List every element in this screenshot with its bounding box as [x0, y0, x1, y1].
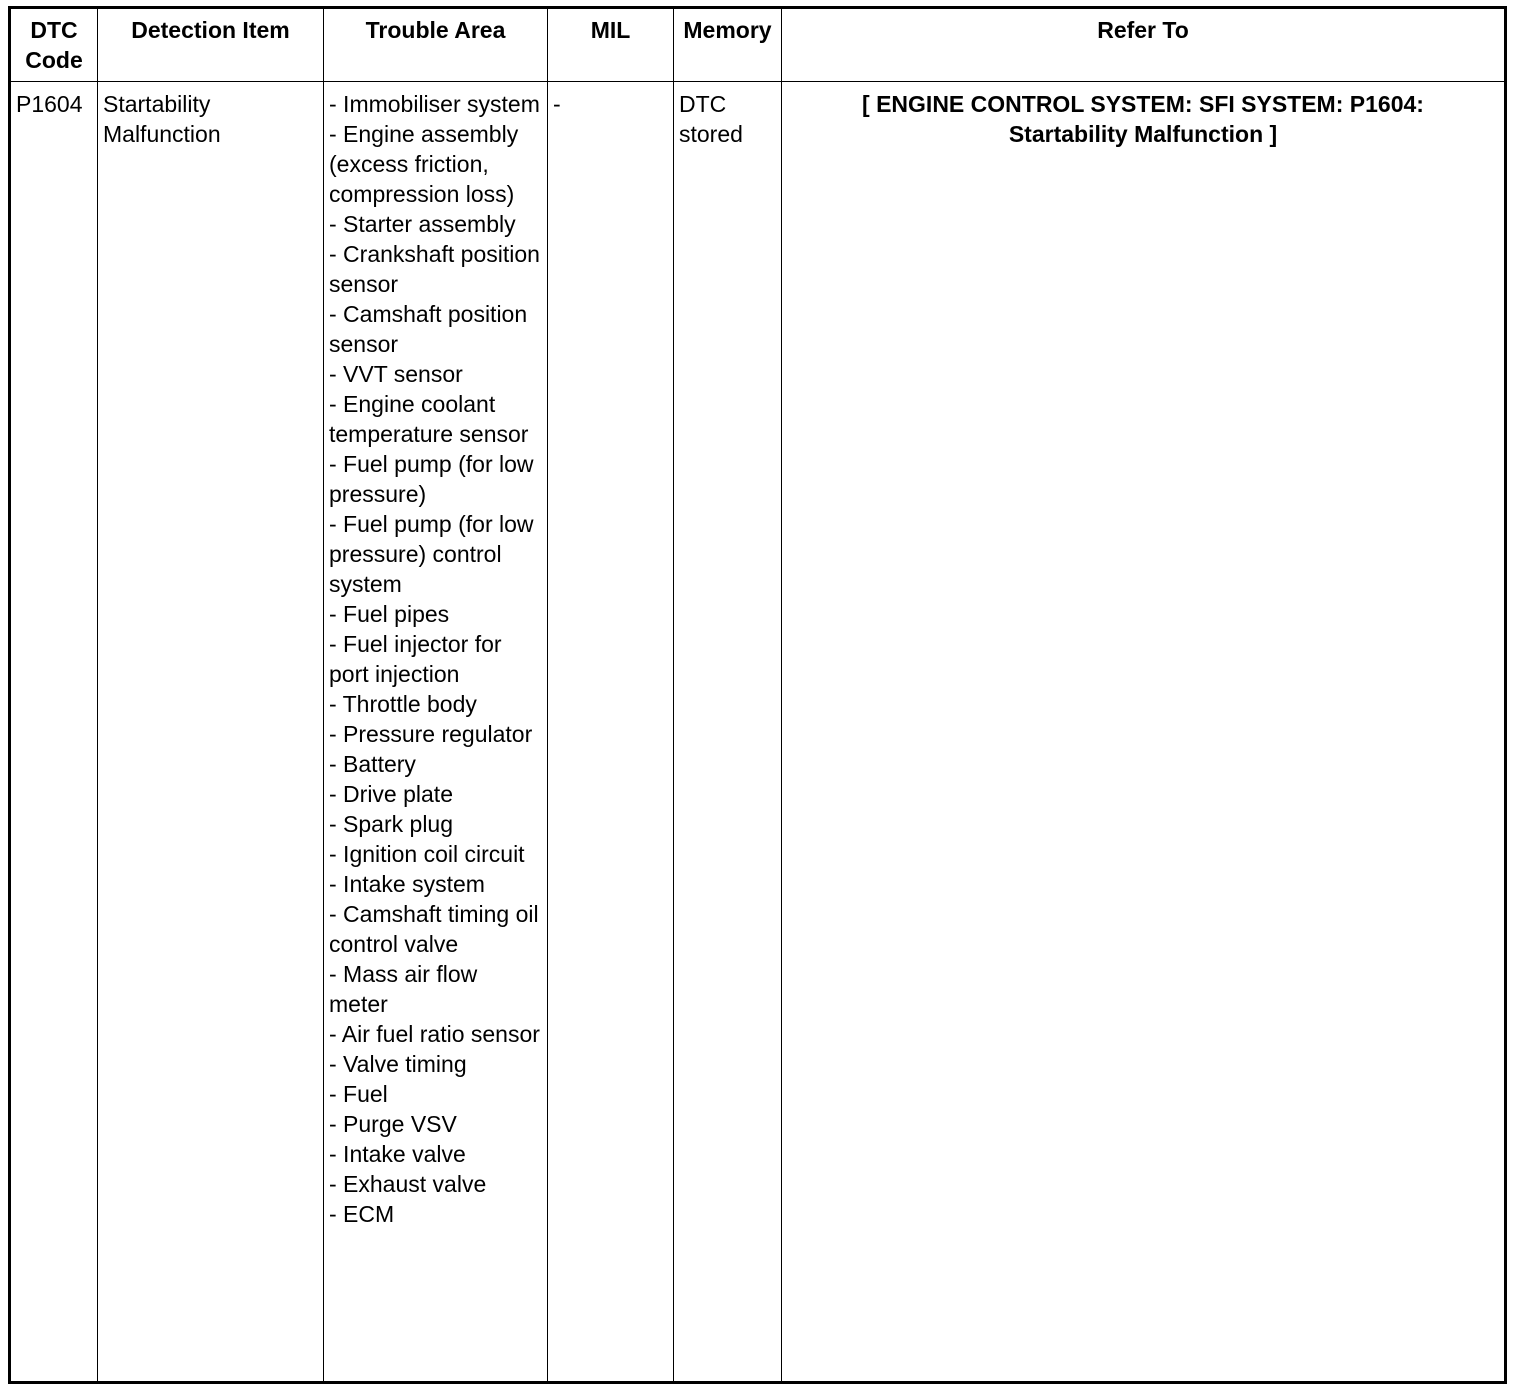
trouble-area-list: [329, 89, 542, 1229]
trouble-area-item: - ECM: [329, 1201, 395, 1227]
cell-dtc-code: P1604: [10, 82, 98, 1383]
header-row: [10, 8, 1506, 82]
header-trouble-area: Trouble Area: [324, 8, 548, 82]
header-refer-to: Refer To: [782, 8, 1506, 82]
cell-mil: -: [548, 82, 674, 1383]
trouble-area-item: - Spark plug: [329, 811, 454, 837]
refer-to-link[interactable]: [ ENGINE CONTROL SYSTEM: SFI SYSTEM: P1604: Startability Malfunction ]: [862, 91, 1424, 147]
trouble-area-item: - Starter assembly: [329, 211, 516, 237]
trouble-area-item: - Camshaft position sensor: [329, 301, 528, 357]
cell-memory: DTC stored: [674, 82, 782, 1383]
cell-detection-item: Startability Malfunction: [98, 82, 324, 1383]
trouble-area-item: - Fuel: [329, 1081, 388, 1107]
trouble-area-item: - Fuel pump (for low pressure): [329, 451, 534, 507]
trouble-area-item: - Valve timing: [329, 1051, 467, 1077]
trouble-area-item: - Mass air flow meter: [329, 961, 478, 1017]
trouble-area-item: - Ignition coil circuit: [329, 841, 525, 867]
trouble-area-item: - Pressure regulator: [329, 721, 533, 747]
trouble-area-item: - Immobiliser system: [329, 91, 540, 117]
trouble-area-item: - Throttle body: [329, 691, 477, 717]
trouble-area-item: - Engine coolant temperature sensor: [329, 391, 529, 447]
trouble-area-item: - Air fuel ratio sensor: [329, 1021, 540, 1047]
trouble-area-item: - Intake system: [329, 871, 485, 897]
trouble-area-item: - Intake valve: [329, 1141, 466, 1167]
trouble-area-item: - Crankshaft position sensor: [329, 241, 540, 297]
trouble-area-item: - VVT sensor: [329, 361, 463, 387]
trouble-area-item: - Fuel pipes: [329, 601, 450, 627]
trouble-area-item: - Engine assembly (excess friction, compression loss): [329, 121, 519, 207]
header-dtc-code: [10, 8, 98, 82]
header-mil: MIL: [548, 8, 674, 82]
header-detection-item: Detection Item: [98, 8, 324, 82]
header-dtc-code-line-2: Code: [25, 47, 83, 73]
trouble-area-item: - Purge VSV: [329, 1111, 457, 1137]
trouble-area-item: - Battery: [329, 751, 416, 777]
trouble-area-item: - Exhaust valve: [329, 1171, 487, 1197]
trouble-area-item: - Fuel pump (for low pressure) control system: [329, 511, 534, 597]
trouble-area-item: - Fuel injector for port injection: [329, 631, 502, 687]
header-memory: Memory: [674, 8, 782, 82]
cell-trouble-area: [324, 82, 548, 1383]
trouble-area-item: - Camshaft timing oil control valve: [329, 901, 539, 957]
table-row: [10, 82, 1506, 1383]
dtc-table: [8, 6, 1507, 1384]
cell-refer-to[interactable]: [782, 82, 1506, 1383]
trouble-area-item: - Drive plate: [329, 781, 453, 807]
header-dtc-code-line-1: DTC: [30, 17, 78, 43]
